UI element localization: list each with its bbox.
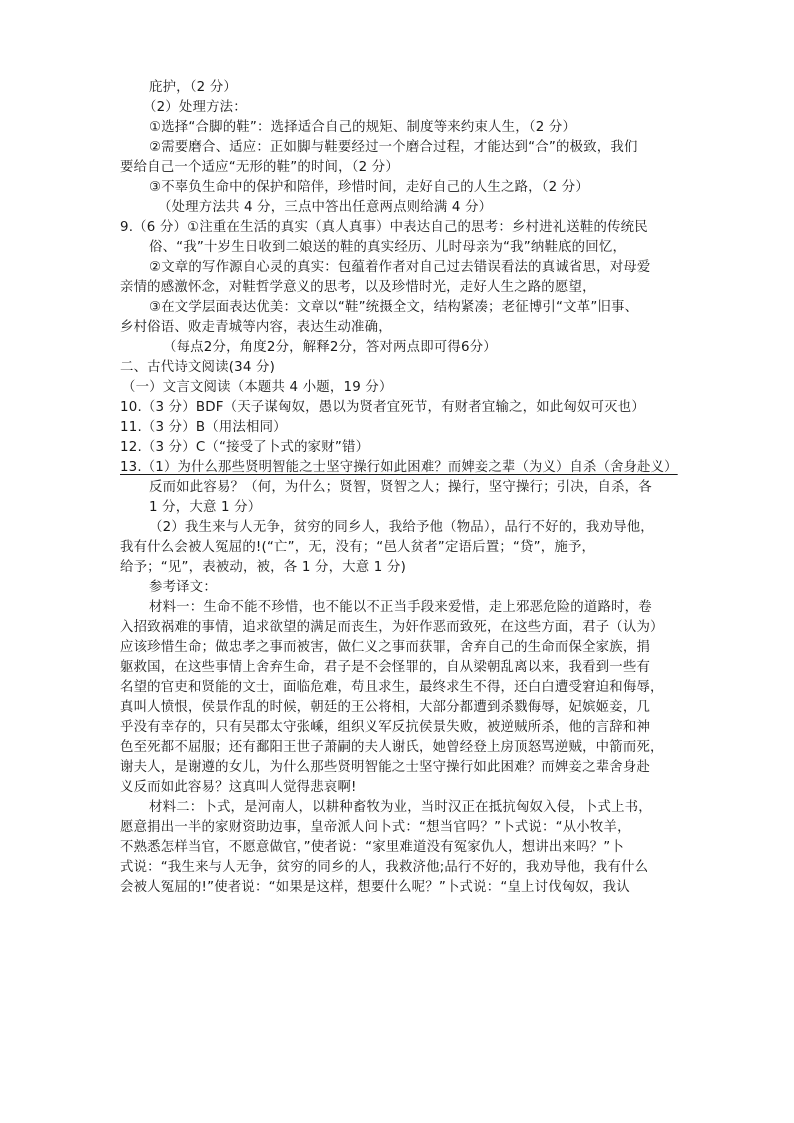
text-line: ②文章的写作源自心灵的真实：包蕴着作者对自己过去错误看法的真诚省思，对母爱 xyxy=(149,260,651,275)
text-line: 应该珍惜生命；做忠孝之事而被害，做仁义之事而获罪，舍弃自己的生命而保全家族，捐 xyxy=(120,640,651,655)
text-line: 谢夫人，是谢遵的女儿，为什么那些贤明智能之士坚守操行如此困难？而婢妾之辈舍身赴 xyxy=(120,760,651,775)
text-line: 13.（1）为什么那些贤明智能之士坚守操行如此困难？而婢妾之辈（为义）自杀（舍身赴义） xyxy=(120,460,678,475)
text-line: 材料二：卜式，是河南人，以耕种畜牧为业，当时汉正在抵抗匈奴入侵，卜式上书， xyxy=(149,800,652,815)
section-heading: 二、古代诗文阅读(34 分) xyxy=(120,360,276,375)
text-line: 12.（3 分）C（“接受了卜式的家财”错） xyxy=(120,440,370,455)
text-line: ①选择“合脚的鞋”：选择适合自己的规矩、制度等来约束人生，（2 分） xyxy=(149,120,577,135)
text-line: （2）我生来与人无争，贫穷的同乡人，我给予他（物品），品行不好的，我劝导他， xyxy=(149,520,654,535)
text-line: 11.（3 分）B（用法相同） xyxy=(120,420,287,435)
text-line: 庇护，（2 分） xyxy=(149,80,238,95)
text-line: 名望的官吏和贤能的文士，面临危难，苟且求生，最终求生不得，还白白遭受窘迫和侮辱， xyxy=(120,680,664,695)
text-line: 我有什么会被人冤屈的!(“亡”，无，没有；“邑人贫者”定语后置；“贷”，施予， xyxy=(120,540,596,555)
text-line: 入招致祸难的事情，追求欲望的满足而丧生，为奸作恶而致死，在这些方面，君子（认为） xyxy=(120,620,664,635)
text-line: （2）处理方法： xyxy=(143,100,247,115)
text-line: 亲情的感激怀念，对鞋哲学意义的思考，以及珍惜时光，走好人生之路的愿望， xyxy=(120,280,596,295)
text-line: 愿意捐出一半的家财资助边事，皇帝派人问卜式：“想当官吗？”卜式说：“从小牧羊， xyxy=(120,820,631,835)
text-line: 乡村俗语、败走青城等内容，表达生动准确， xyxy=(120,320,392,335)
text-line: 俗、“我”十岁生日收到二娘送的鞋的真实经历、儿时母亲为“我”纳鞋底的回忆， xyxy=(149,240,627,255)
text-line: 真叫人愤恨，侯景作乱的时候，朝廷的王公将相，大部分都遭到杀戮侮辱，妃嫔姬妾，几 xyxy=(120,700,651,715)
text-line: （处理方法共 4 分，三点中答出任意两点则给满 4 分） xyxy=(158,200,493,215)
text-line: 要给自己一个适应“无形的鞋”的时间，（2 分） xyxy=(120,160,399,175)
text-line: 色至死都不屈服；还有鄱阳王世子萧嗣的夫人谢氏，她曾经登上房顶怒骂逆贼，中箭而死， xyxy=(120,740,664,755)
text-line: 式说：“我生来与人无争，贫穷的同乡的人，我救济他;品行不好的，我劝导他，我有什么 xyxy=(120,860,649,875)
text-line: 10.（3 分）BDF（天子谋匈奴，愚以为贤者宜死节，有财者宜输之，如此匈奴可灭也） xyxy=(120,400,645,415)
text-line: 材料一：生命不能不珍惜，也不能以不正当手段来爱惜，走上邪恶危险的道路时，卷 xyxy=(149,600,652,615)
text-line: ②需要磨合、适应：正如脚与鞋要经过一个磨合过程，才能达到“合”的极致，我们 xyxy=(149,140,638,155)
text-line: 1 分，大意 1 分） xyxy=(149,500,262,515)
text-line: 参考译文： xyxy=(149,580,217,595)
subsection-heading: （一）文言文阅读（本题共 4 小题，19 分） xyxy=(122,380,393,395)
text-line: 反而如此容易？（何，为什么；贤智，贤智之人；操行，坚守操行；引决，自杀，各 xyxy=(149,480,652,495)
text-line: 会被人冤屈的!”使者说：“如果是这样，想要什么呢？”卜式说：“皇上讨伐匈奴，我认 xyxy=(120,880,630,895)
text-line: 躯救国，在这些事情上舍弃生命，君子是不会怪罪的，自从梁朝乱离以来，我看到一些有 xyxy=(120,660,651,675)
text-line: ③在文学层面表达优美：文章以“鞋”统摄全文，结构紧凑；老征博引“文革”旧事、 xyxy=(149,300,639,315)
text-line: 给予；“见”，表被动，被，各 1 分，大意 1 分) xyxy=(120,560,407,575)
text-line: 义反而如此容易？这真叫人觉得悲哀啊! xyxy=(120,780,357,795)
text-line: 9.（6 分）①注重在生活的真实（真人真事）中表达自己的思考：乡村进礼送鞋的传统民 xyxy=(120,220,648,235)
text-line: 乎没有幸存的，只有吴郡太守张嵊，组织义军反抗侯景失败，被逆贼所杀，他的言辞和神 xyxy=(120,720,651,735)
text-line: （每点2分，角度2分，解释2分，答对两点即可得6分） xyxy=(163,340,497,355)
text-line: ③不辜负生命中的保护和陪伴，珍惜时间，走好自己的人生之路，（2 分） xyxy=(149,180,589,195)
text-line: 不熟悉怎样当官，不愿意做官，”使者说：“家里难道没有冤家仇人，想讲出来吗？”卜 xyxy=(120,840,624,855)
